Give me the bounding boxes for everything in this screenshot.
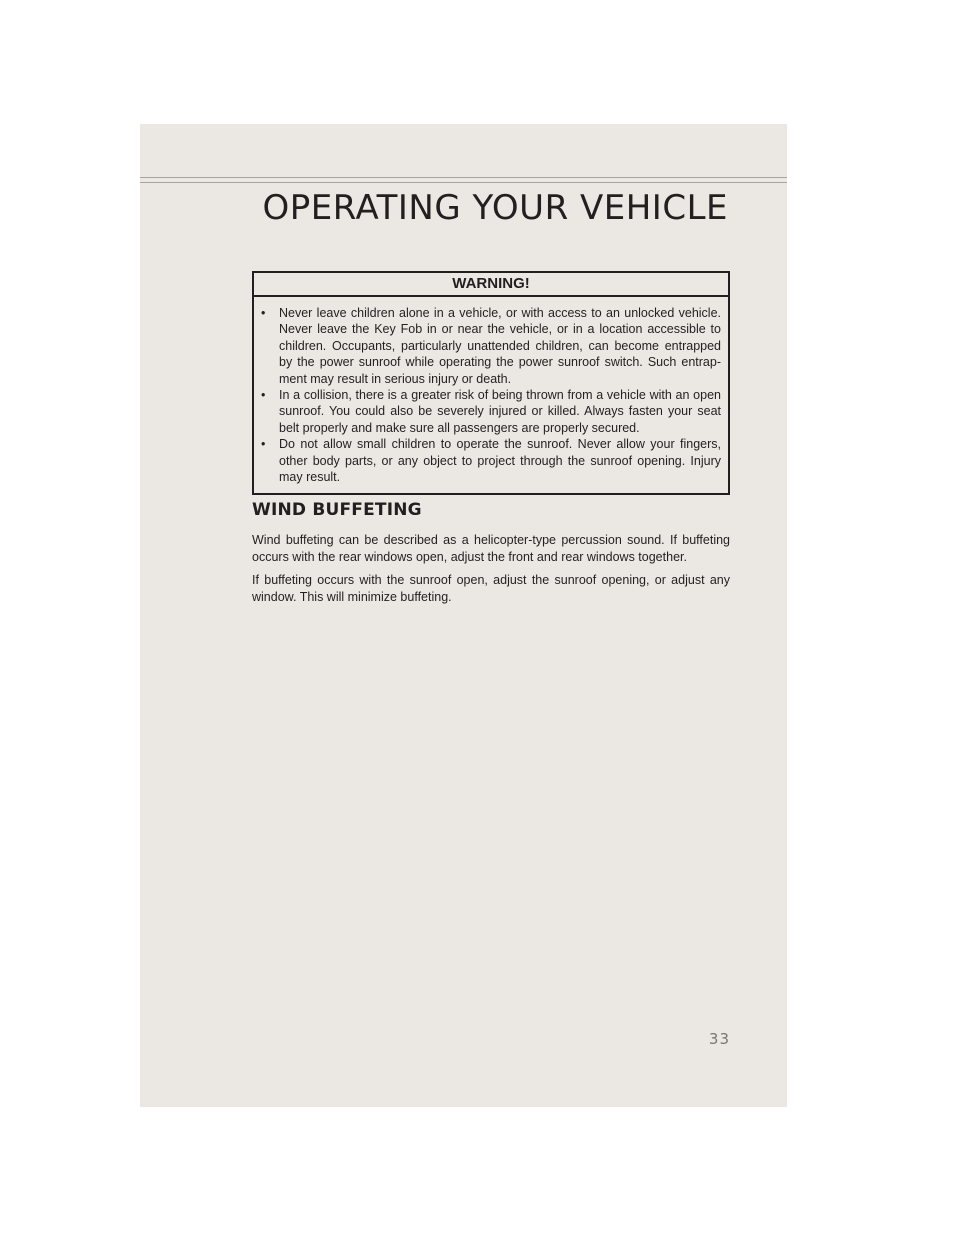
bullet-icon: •	[261, 306, 266, 320]
bullet-icon: •	[261, 388, 266, 403]
manual-page	[140, 124, 787, 1107]
body-paragraph: If buffeting occurs with the sunroof open, adjust the sunroof opening, or adjust any window. This will minimize buffeting.	[252, 573, 730, 604]
header-rule-top	[140, 177, 787, 178]
warning-item	[261, 436, 721, 485]
body-paragraph: Wind buffeting can be described as a helicopter-type percussion sound. If buffeting occurs with the rear windows open, adjust the front and rear windows together.	[252, 533, 730, 564]
header-rule-bottom	[140, 182, 787, 183]
warning-box	[252, 271, 730, 495]
warning-item-text: Do not allow small children to operate the sunroof. Never allow your fingers, other body parts, or any object to project through the sunroof opening. Injury may result.	[279, 437, 721, 485]
warning-list	[254, 297, 728, 493]
bullet-icon: •	[261, 437, 266, 452]
warning-item-text: In a collision, there is a greater risk of being thrown from a vehicle with an open sunroof. You could also be severely injured or killed. Always fasten your seat belt properly and make sure all passengers are properly secured.	[279, 388, 721, 435]
warning-title: WARNING!	[254, 273, 728, 297]
section-heading: WIND BUFFETING	[252, 500, 422, 520]
warning-item	[261, 387, 721, 436]
warning-item	[261, 305, 721, 387]
chapter-title: OPERATING YOUR VEHICLE	[262, 188, 728, 228]
warning-item-text: Never leave children alone in a vehicle, or with access to an unlocked vehicle. Never leave the Key Fob in or near the vehicle, or in a location accessible to children. Occupants, particularly unattended children, can become entrapped by the power sunroof while operating the power sunroof switch. Such entrapment may result in serious injury or death.	[279, 306, 721, 386]
page-number: 33	[708, 1030, 730, 1048]
